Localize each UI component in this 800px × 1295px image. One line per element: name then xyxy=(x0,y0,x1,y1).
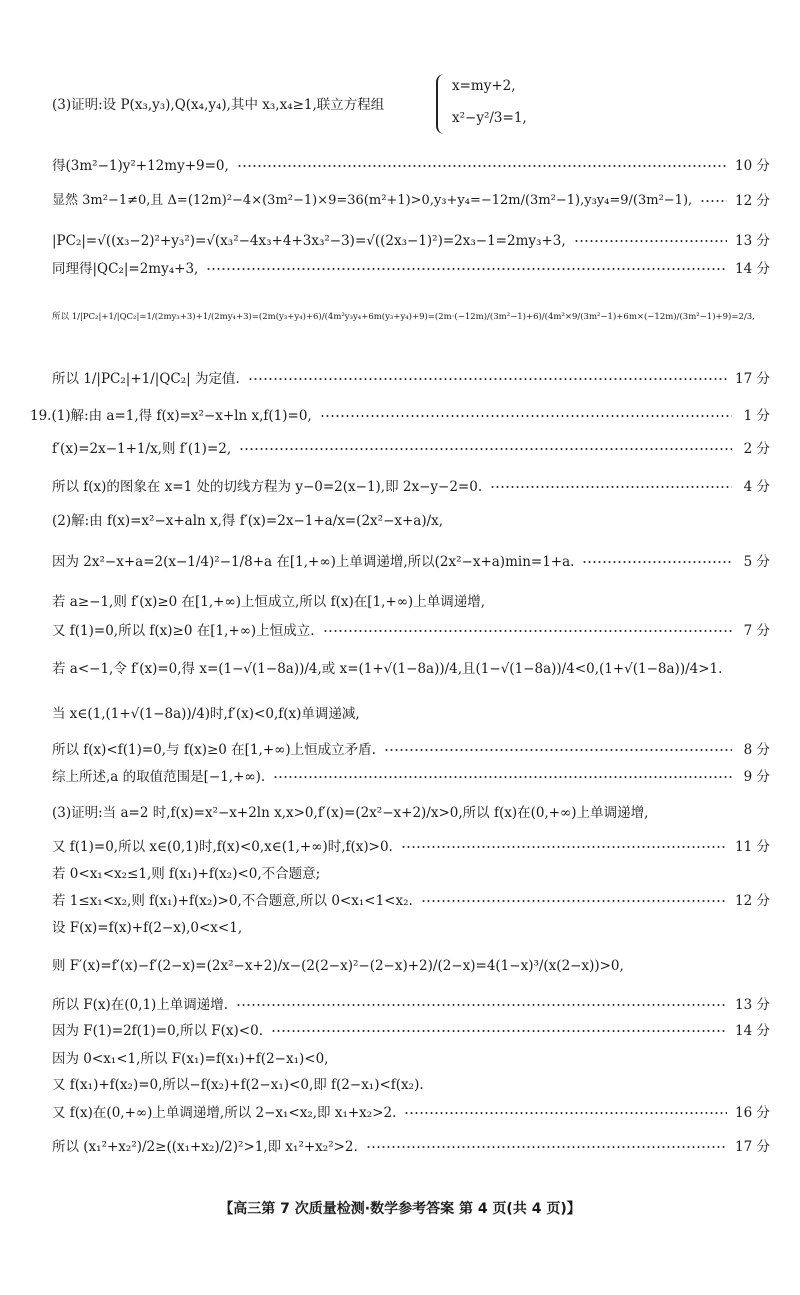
solution-line-text: f′(x)=2x−1+1/x,则 f′(1)=2, xyxy=(52,441,232,457)
proof-intro-line xyxy=(52,96,770,114)
dot-leader xyxy=(384,748,732,752)
solution-line-text: 所以 f(x)的图象在 x=1 处的切线方程为 y−0=2(x−1),即 2x−y−2=0. xyxy=(52,479,483,495)
solution-line-text: 所以 1/|PC₂|+1/|QC₂|=1/(2my₃+3)+1/(2my₄+3)=(2m(y₃+y₄)+6)/(4m²y₃y₄+6m(y₃+y₄)+9)=(2m·(−12m)/(3m²−1)+6)/(4m²×9/(3m²−1)+6m×(−12m)/(3m²−1)+9)=2/3, xyxy=(52,312,755,322)
dot-leader xyxy=(239,447,732,451)
dot-leader xyxy=(273,775,732,779)
solution-line-text: 所以 F(x)在(0,1)上单调递增. xyxy=(52,997,229,1013)
score-points: 10 分 xyxy=(735,158,770,174)
solution-line-text: 综上所述,a 的取值范围是[−1,+∞). xyxy=(52,769,266,785)
solution-line-text: 得(3m²−1)y²+12my+9=0, xyxy=(52,158,229,174)
dot-leader xyxy=(421,899,727,903)
score-points: 4 分 xyxy=(743,479,770,495)
score-points: 12 分 xyxy=(735,893,770,909)
solution-line xyxy=(52,957,770,975)
solution-line-text: 若 0<x₁<x₂≤1,则 f(x₁)+f(x₂)<0,不合题意; xyxy=(52,866,321,882)
solution-line xyxy=(52,478,770,496)
score-points: 7 分 xyxy=(743,623,770,639)
solution-line xyxy=(52,996,770,1014)
score-points: 8 分 xyxy=(743,742,770,758)
score-points: 11 分 xyxy=(735,839,770,855)
solution-line xyxy=(52,440,770,458)
score-points: 13 分 xyxy=(735,233,770,249)
dot-leader xyxy=(237,164,727,168)
score-points: 14 分 xyxy=(735,1023,770,1039)
solution-line xyxy=(52,308,770,326)
dot-leader xyxy=(366,1145,727,1149)
score-points: 16 分 xyxy=(735,1105,770,1121)
solution-line-text: 又 f(x)在(0,+∞)上单调递增,所以 2−x₁<x₂,即 x₁+x₂>2. xyxy=(52,1105,397,1121)
solution-line xyxy=(52,232,770,250)
solution-line-text: 又 f(1)=0,所以 f(x)≥0 在[1,+∞)上恒成立. xyxy=(52,623,315,639)
equation-system-line-1: x=my+2, xyxy=(452,78,516,94)
equation-system-brace xyxy=(436,74,452,134)
solution-line xyxy=(52,705,770,723)
solution-line-text: |PC₂|=√((x₃−2)²+y₃²)=√(x₃²−4x₃+4+3x₃²−3)=√((2x₃−1)²)=2x₃−1=2my₃+3, xyxy=(52,233,566,249)
score-points: 13 分 xyxy=(735,997,770,1013)
solution-line-text: 因为 0<x₁<1,所以 F(x₁)=f(x₁)+f(2−x₁)<0, xyxy=(52,1051,329,1067)
proof-intro-text: (3)证明:设 P(x₃,y₃),Q(x₄,y₄),其中 x₃,x₄≥1,联立方程组 xyxy=(52,97,385,113)
solution-line-text: 同理得|QC₂|=2my₄+3, xyxy=(52,261,199,277)
dot-leader xyxy=(490,485,732,489)
solution-line xyxy=(52,512,770,530)
solution-line-text: 因为 2x²−x+a=2(x−1/4)²−1/8+a 在[1,+∞)上单调递增,所以(2x²−x+a)min=1+a. xyxy=(52,554,575,570)
solution-line-text: 当 x∈(1,(1+√(1−8a))/4)时,f′(x)<0,f(x)单调递减, xyxy=(52,706,360,722)
solution-line xyxy=(52,370,770,388)
solution-line xyxy=(52,768,770,786)
score-points: 9 分 xyxy=(743,769,770,785)
dot-leader xyxy=(574,239,727,243)
solution-line xyxy=(52,157,770,175)
solution-line xyxy=(52,1022,770,1040)
solution-line-text: 设 F(x)=f(x)+f(2−x),0<x<1, xyxy=(52,920,243,936)
solution-line xyxy=(52,865,770,883)
solution-line xyxy=(52,1050,770,1068)
score-points: 14 分 xyxy=(735,261,770,277)
solution-line-text: 若 a<−1,令 f′(x)=0,得 x=(1−√(1−8a))/4,或 x=(1+√(1−8a))/4,且(1−√(1−8a))/4<0,(1+√(1−8a))/4>1. xyxy=(52,661,723,677)
solution-line xyxy=(52,838,770,856)
solution-line xyxy=(52,919,770,937)
dot-leader xyxy=(323,629,733,633)
solution-line xyxy=(52,593,770,611)
solution-line xyxy=(52,622,770,640)
solution-line-text: 显然 3m²−1≠0,且 Δ=(12m)²−4×(3m²−1)×9=36(m²+1)>0,y₃+y₄=−12m/(3m²−1),y₃y₄=9/(3m²−1), xyxy=(52,193,693,208)
score-points: 5 分 xyxy=(743,554,770,570)
dot-leader xyxy=(700,199,727,203)
solution-line-text: 所以 f(x)<f(1)=0,与 f(x)≥0 在[1,+∞)上恒成立矛盾. xyxy=(52,742,376,758)
dot-leader xyxy=(248,377,727,381)
solution-line-text: (3)证明:当 a=2 时,f(x)=x²−x+2ln x,x>0,f′(x)=(2x²−x+2)/x>0,所以 f(x)在(0,+∞)上单调递增, xyxy=(52,805,649,821)
score-points: 17 分 xyxy=(735,1139,770,1155)
dot-leader xyxy=(236,1003,727,1007)
solution-line xyxy=(52,1104,770,1122)
solution-line xyxy=(52,741,770,759)
solution-line-text: 19.(1)解:由 a=1,得 f(x)=x²−x+ln x,f(1)=0, xyxy=(30,408,312,424)
solution-line xyxy=(52,1076,770,1094)
page-footer: 【高三第 7 次质量检测·数学参考答案 第 4 页(共 4 页)】 xyxy=(219,1201,581,1217)
score-points: 17 分 xyxy=(735,371,770,387)
solution-line xyxy=(52,892,770,910)
equation-system-line-2: x²−y²/3=1, xyxy=(452,110,527,126)
dot-leader xyxy=(401,845,727,849)
solution-line xyxy=(52,1138,770,1156)
dot-leader xyxy=(582,560,732,564)
score-points: 12 分 xyxy=(735,193,770,209)
solution-line xyxy=(52,553,770,571)
solution-line-text: 所以 (x₁²+x₂²)/2≥((x₁+x₂)/2)²>1,即 x₁²+x₂²>2. xyxy=(52,1139,358,1155)
solution-line-text: 则 F′(x)=f′(x)−f′(2−x)=(2x²−x+2)/x−(2(2−x)²−(2−x)+2)/(2−x)=4(1−x)³/(x(2−x))>0, xyxy=(52,958,624,974)
solution-line xyxy=(52,660,770,678)
solution-line-text: 所以 1/|PC₂|+1/|QC₂| 为定值. xyxy=(52,371,240,387)
dot-leader xyxy=(271,1029,727,1033)
solution-line xyxy=(52,192,770,210)
solution-line-text: 又 f(1)=0,所以 x∈(0,1)时,f(x)<0,x∈(1,+∞)时,f(x)>0. xyxy=(52,839,393,855)
score-points: 2 分 xyxy=(743,441,770,457)
dot-leader xyxy=(320,414,732,418)
solution-line-text: (2)解:由 f(x)=x²−x+aln x,得 f′(x)=2x−1+a/x=(2x²−x+a)/x, xyxy=(52,513,444,529)
solution-line xyxy=(30,407,770,425)
solution-line-text: 若 a≥−1,则 f′(x)≥0 在[1,+∞)上恒成立,所以 f(x)在[1,+∞)上单调递增, xyxy=(52,594,485,610)
solution-line xyxy=(52,804,770,822)
solution-line-text: 因为 F(1)=2f(1)=0,所以 F(x)<0. xyxy=(52,1023,263,1039)
solution-line-text: 若 1≤x₁<x₂,则 f(x₁)+f(x₂)>0,不合题意,所以 0<x₁<1<x₂. xyxy=(52,893,413,909)
score-points: 1 分 xyxy=(743,408,770,424)
dot-leader xyxy=(404,1111,727,1115)
solution-line xyxy=(52,260,770,278)
dot-leader xyxy=(206,267,727,271)
solution-line-text: 又 f(x₁)+f(x₂)=0,所以−f(x₂)+f(2−x₁)<0,即 f(2−x₁)<f(x₂). xyxy=(52,1077,424,1093)
